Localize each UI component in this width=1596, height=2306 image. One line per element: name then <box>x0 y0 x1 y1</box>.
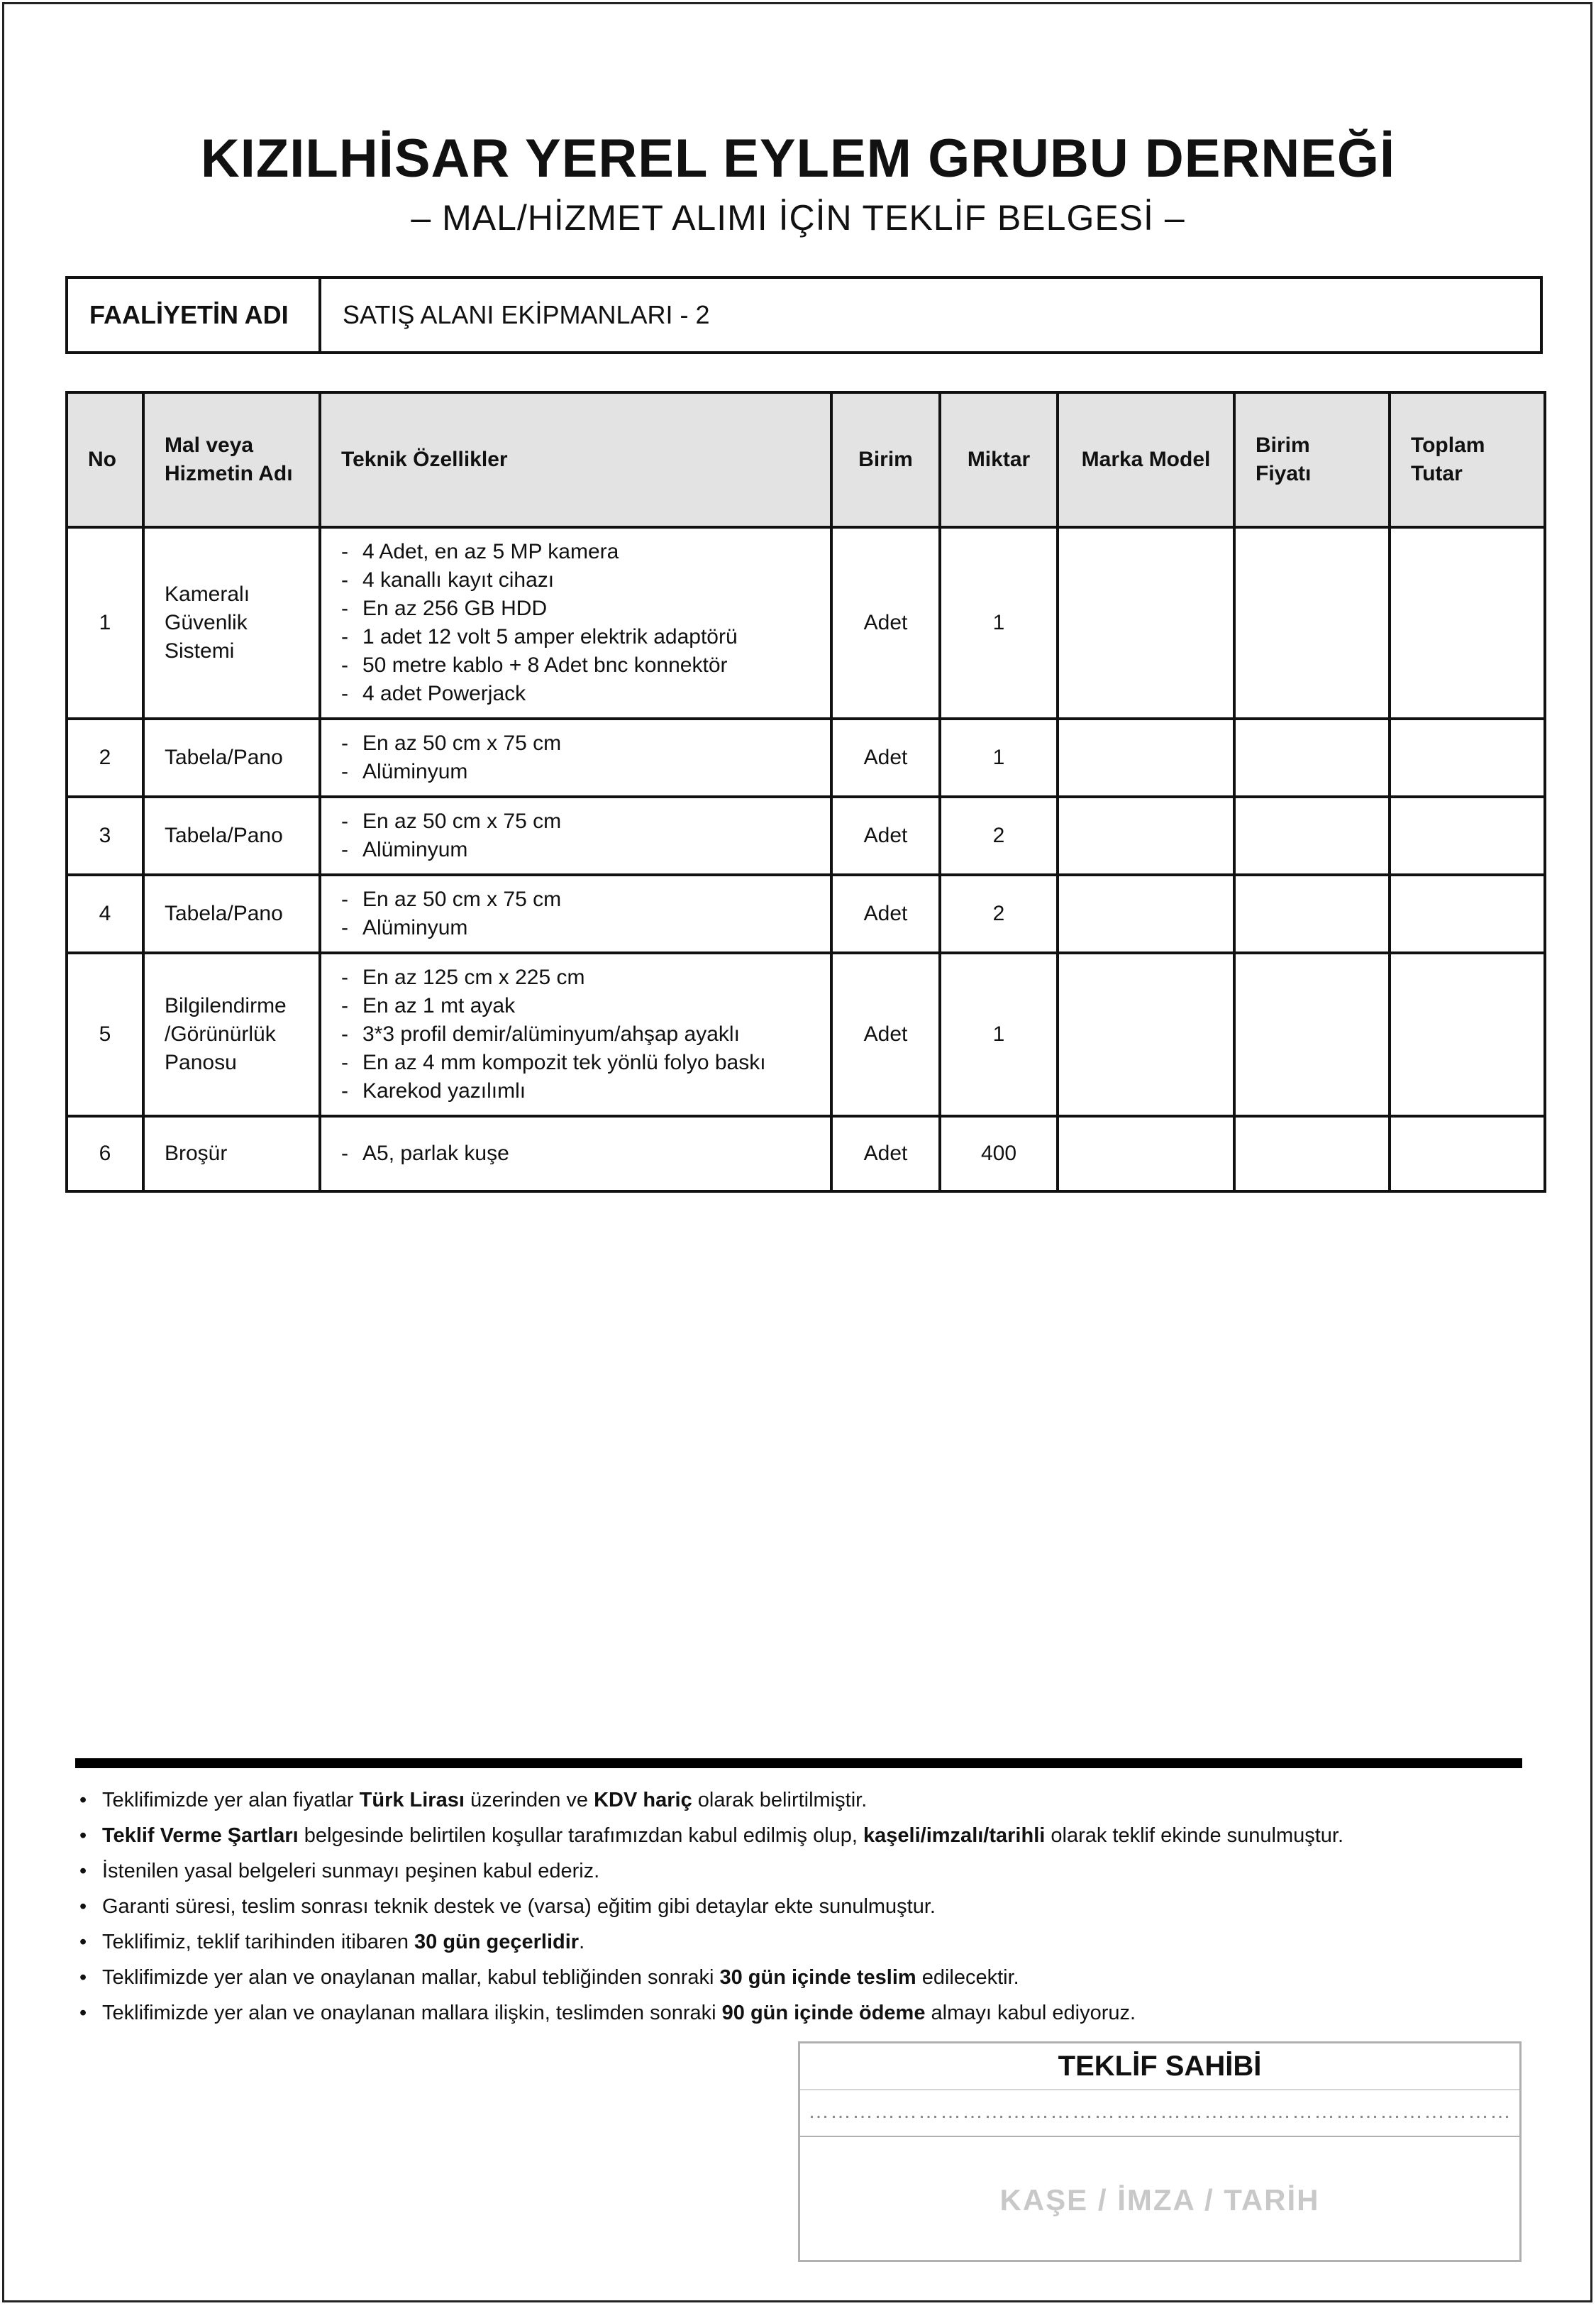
note-emphasis: 30 gün geçerlidir <box>414 1931 580 1953</box>
spec-item: - Karekod yazılımlı <box>341 1077 810 1105</box>
stamp-placeholder: KAŞE / İMZA / TARİH <box>999 2183 1320 2217</box>
table-row <box>67 953 1545 1116</box>
cell-brand-model <box>1058 1116 1234 1191</box>
header-total <box>1390 392 1545 527</box>
table-row <box>67 797 1545 875</box>
cell-unit-price <box>1234 953 1390 1116</box>
table-row <box>67 1116 1545 1191</box>
cell-unit: Adet <box>831 953 940 1116</box>
table-header-row <box>67 392 1545 527</box>
cell-brand-model <box>1058 797 1234 875</box>
spec-item: - Alüminyum <box>341 836 810 864</box>
cell-total <box>1390 719 1545 797</box>
cell-item-name <box>143 1116 320 1191</box>
note-text: Teklifimizde yer alan ve onaylanan mallara ilişkin, teslimden sonraki <box>102 2002 722 2024</box>
note-item <box>78 1818 1539 1853</box>
cell-unit-price <box>1234 719 1390 797</box>
note-item <box>78 1924 1539 1960</box>
spec-item: - 4 kanallı kayıt cihazı <box>341 566 810 595</box>
cell-unit: Adet <box>831 797 940 875</box>
note-item <box>78 1853 1539 1889</box>
header-unit: Birim <box>831 392 940 527</box>
cell-unit-price <box>1234 797 1390 875</box>
spec-list <box>341 1140 810 1168</box>
header-unit-price <box>1234 392 1390 527</box>
note-item <box>78 1889 1539 1924</box>
item-name-line: Broşür <box>165 1142 228 1165</box>
header-unit-price-line2: Fiyatı <box>1256 462 1312 485</box>
cell-qty: 1 <box>940 719 1058 797</box>
note-text: Garanti süresi, teslim sonrası teknik destek ve (varsa) eğitim gibi detaylar ekte sunulmuştur. <box>102 1895 936 1918</box>
cell-item-name <box>143 953 320 1116</box>
cell-unit-price <box>1234 1116 1390 1191</box>
spec-item: - En az 50 cm x 75 cm <box>341 886 810 914</box>
note-text: üzerinden ve <box>464 1789 594 1811</box>
document-subtitle: – MAL/HİZMET ALIMI İÇİN TEKLİF BELGESİ – <box>411 198 1185 238</box>
cell-no: 1 <box>67 527 143 719</box>
spec-item: - En az 256 GB HDD <box>341 595 810 623</box>
note-item <box>78 1995 1539 2031</box>
items-table <box>65 391 1546 1193</box>
cell-brand-model <box>1058 527 1234 719</box>
item-name-line: Tabela/Pano <box>165 902 283 925</box>
spec-item: - En az 50 cm x 75 cm <box>341 729 810 758</box>
note-text: Teklifimizde yer alan ve onaylanan mallar, kabul tebliğinden sonraki <box>102 1966 720 1989</box>
signature-box <box>798 2041 1522 2262</box>
cell-no: 3 <box>67 797 143 875</box>
spec-item: - En az 1 mt ayak <box>341 992 810 1020</box>
cell-total <box>1390 1116 1545 1191</box>
cell-item-name <box>143 875 320 953</box>
note-item <box>78 1960 1539 1995</box>
spec-item: - En az 50 cm x 75 cm <box>341 807 810 836</box>
spec-item: - 4 adet Powerjack <box>341 680 810 708</box>
table-row <box>67 875 1545 953</box>
note-emphasis: kaşeli/imzalı/tarihli <box>863 1824 1046 1847</box>
spec-list <box>341 886 810 942</box>
note-text: belgesinde belirtilen koşullar tarafımızdan kabul edilmiş olup, <box>298 1824 864 1847</box>
spec-item: - A5, parlak kuşe <box>341 1140 810 1168</box>
cell-qty: 2 <box>940 875 1058 953</box>
spec-item: - 4 Adet, en az 5 MP kamera <box>341 538 810 566</box>
cell-item-name <box>143 719 320 797</box>
spec-item: - En az 4 mm kompozit tek yönlü folyo baskı <box>341 1049 810 1077</box>
spec-item: - 3*3 profil demir/alüminyum/ahşap ayaklı <box>341 1020 810 1049</box>
note-item <box>78 1782 1539 1818</box>
cell-qty: 400 <box>940 1116 1058 1191</box>
cell-item-name <box>143 527 320 719</box>
header-item-name <box>143 392 320 527</box>
note-text: edilecektir. <box>916 1966 1019 1989</box>
spec-item: - En az 125 cm x 225 cm <box>341 964 810 992</box>
header-item-name-line2: Hizmetin Adı <box>165 462 293 485</box>
item-name-line: /Görünürlük <box>165 1022 276 1046</box>
header-item-name-line1: Mal veya <box>165 434 254 457</box>
cell-total <box>1390 875 1545 953</box>
note-emphasis: Teklif Verme Şartları <box>102 1824 299 1847</box>
cell-brand-model <box>1058 875 1234 953</box>
cell-brand-model <box>1058 719 1234 797</box>
cell-brand-model <box>1058 953 1234 1116</box>
cell-unit: Adet <box>831 719 940 797</box>
cell-no: 6 <box>67 1116 143 1191</box>
cell-specs <box>320 1116 831 1191</box>
note-text: almayı kabul ediyoruz. <box>925 2002 1136 2024</box>
header-total-line2: Tutar <box>1411 462 1463 485</box>
cell-unit: Adet <box>831 527 940 719</box>
header-brand-model: Marka Model <box>1058 392 1234 527</box>
table-row <box>67 719 1545 797</box>
cell-no: 2 <box>67 719 143 797</box>
cell-specs <box>320 527 831 719</box>
cell-specs <box>320 719 831 797</box>
spec-item: - 50 metre kablo + 8 Adet bnc konnektör <box>341 651 810 680</box>
spec-item: - Alüminyum <box>341 914 810 942</box>
item-name-line: Güvenlik <box>165 611 248 634</box>
note-text: Teklifimizde yer alan fiyatlar <box>102 1789 360 1811</box>
cell-total <box>1390 797 1545 875</box>
spec-item: - Alüminyum <box>341 758 810 786</box>
item-name-line: Tabela/Pano <box>165 746 283 769</box>
note-emphasis: 30 gün içinde teslim <box>719 1966 916 1989</box>
note-text: İstenilen yasal belgeleri sunmayı peşinen kabul ederiz. <box>102 1860 600 1882</box>
item-name-line: Sistemi <box>165 639 235 663</box>
item-name-line: Bilgilendirme <box>165 994 287 1017</box>
activity-box <box>65 276 1543 354</box>
note-emphasis: 90 gün içinde ödeme <box>721 2002 926 2024</box>
signature-line: …………………………………………………………………………………… <box>800 2090 1519 2137</box>
item-name-line: Kameralı <box>165 583 250 606</box>
header-unit-price-line1: Birim <box>1256 434 1310 457</box>
table-row <box>67 527 1545 719</box>
note-emphasis: Türk Lirası <box>359 1789 465 1811</box>
header-specs: Teknik Özellikler <box>320 392 831 527</box>
cell-specs <box>320 953 831 1116</box>
note-text: olarak belirtilmiştir. <box>692 1789 868 1811</box>
cell-unit-price <box>1234 875 1390 953</box>
table-body <box>67 527 1545 1191</box>
cell-no: 5 <box>67 953 143 1116</box>
cell-item-name <box>143 797 320 875</box>
cell-specs <box>320 797 831 875</box>
terms-notes-list <box>78 1782 1539 2031</box>
activity-value: SATIŞ ALANI EKİPMANLARI - 2 <box>343 300 710 329</box>
cell-unit: Adet <box>831 1116 940 1191</box>
cell-qty: 2 <box>940 797 1058 875</box>
note-text: . <box>579 1931 585 1953</box>
cell-qty: 1 <box>940 527 1058 719</box>
spec-item: - 1 adet 12 volt 5 amper elektrik adaptörü <box>341 623 810 651</box>
cell-total <box>1390 953 1545 1116</box>
item-name-line: Tabela/Pano <box>165 824 283 847</box>
document-title: KIZILHİSAR YEREL EYLEM GRUBU DERNEĞİ <box>200 128 1396 189</box>
cell-total <box>1390 527 1545 719</box>
note-text: Teklifimiz, teklif tarihinden itibaren <box>102 1931 415 1953</box>
header-total-line1: Toplam <box>1411 434 1485 457</box>
note-text: olarak teklif ekinde sunulmuştur. <box>1045 1824 1344 1847</box>
signature-title: TEKLİF SAHİBİ <box>800 2043 1519 2090</box>
header-qty: Miktar <box>940 392 1058 527</box>
spec-list <box>341 729 810 786</box>
spec-list <box>341 807 810 864</box>
cell-qty: 1 <box>940 953 1058 1116</box>
item-name-line: Panosu <box>165 1051 237 1074</box>
section-divider <box>75 1758 1522 1768</box>
cell-specs <box>320 875 831 953</box>
spec-list <box>341 538 810 708</box>
header-no: No <box>67 392 143 527</box>
activity-label: FAALİYETİN ADI <box>68 279 321 351</box>
note-emphasis: KDV hariç <box>594 1789 692 1811</box>
spec-list <box>341 964 810 1105</box>
cell-no: 4 <box>67 875 143 953</box>
cell-unit-price <box>1234 527 1390 719</box>
cell-unit: Adet <box>831 875 940 953</box>
